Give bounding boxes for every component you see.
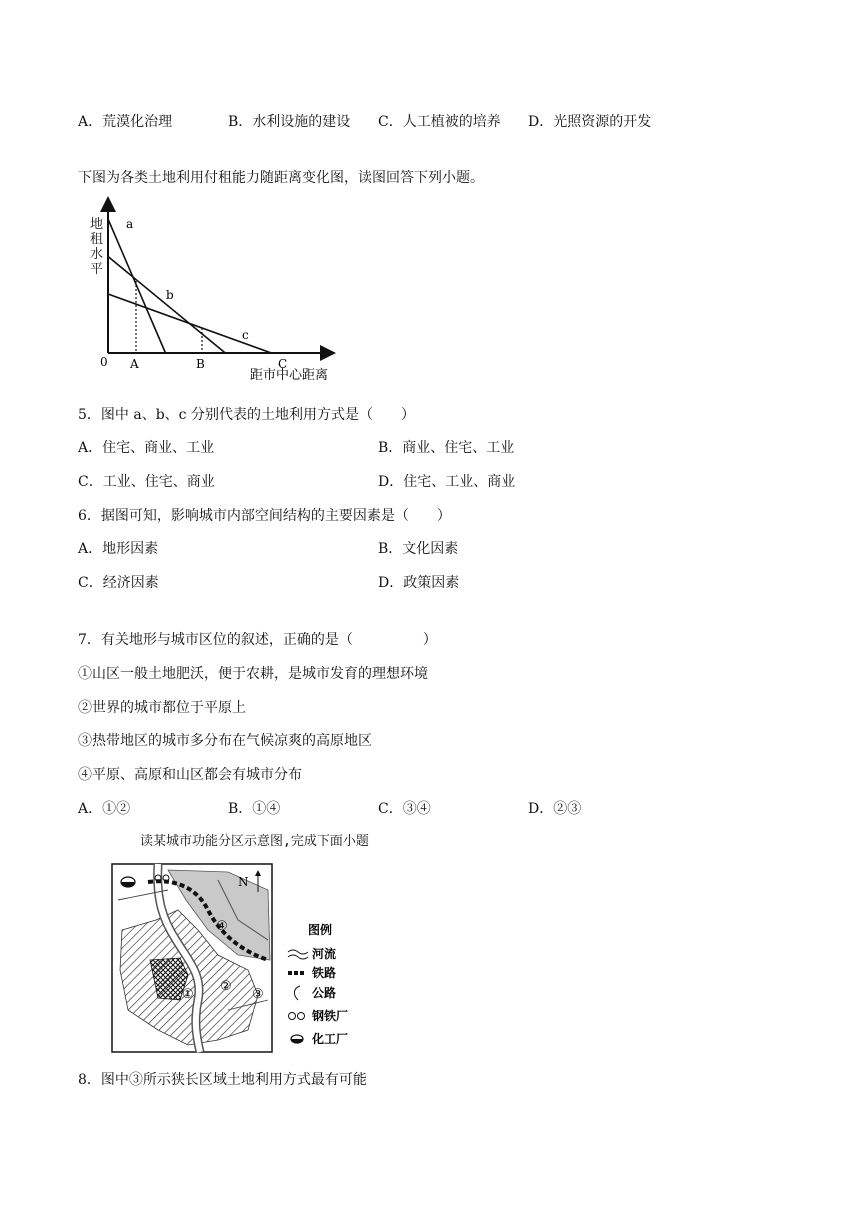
- q7-option-d: D．②③: [528, 801, 582, 817]
- line-b: [108, 257, 225, 353]
- label-c: c: [242, 328, 249, 342]
- q7-option-b: B．①④: [228, 801, 281, 817]
- q7-option-c: C．③④: [378, 801, 431, 817]
- legend-steel: 钢铁厂: [312, 1009, 349, 1023]
- q7-statement-2: ②世界的城市都位于平原上: [78, 700, 246, 716]
- q5-stem: 5．图中 a、b、c 分别代表的土地利用方式是（ ）: [78, 407, 415, 423]
- legend-road: 公路: [312, 986, 337, 1000]
- rent-chart: [80, 196, 360, 386]
- q6-stem: 6．据图可知，影响城市内部空间结构的主要因素是（ ）: [78, 508, 451, 524]
- q6-option-c: C．经济因素: [78, 575, 159, 591]
- line-a: [108, 219, 166, 353]
- label-a: a: [126, 217, 134, 231]
- line-c: [108, 294, 271, 353]
- steel-legend-icon: [289, 1013, 305, 1020]
- tick-c: C: [278, 357, 288, 371]
- q5-option-a: A．住宅、商业、工业: [78, 440, 215, 456]
- map-caption: 读某城市功能分区示意图,完成下面小题: [140, 834, 369, 849]
- tick-b: B: [196, 357, 205, 371]
- q5-option-b: B．商业、住宅、工业: [378, 440, 515, 456]
- legend-river: 河流: [312, 947, 337, 961]
- zone-3-label: ③: [252, 987, 264, 1002]
- y-axis-label: 地租水平: [90, 217, 104, 277]
- q4-option-d: D．光照资源的开发: [528, 114, 652, 130]
- city-map: [108, 860, 378, 1060]
- river-legend-icon: [288, 950, 308, 959]
- q5-option-d: D．住宅、工业、商业: [378, 474, 516, 490]
- zone-4-label: ④: [216, 919, 228, 934]
- q7-statement-4: ④平原、高原和山区都会有城市分布: [78, 767, 302, 783]
- q7-statement-3: ③热带地区的城市多分布在气候凉爽的高原地区: [78, 733, 372, 749]
- q4-option-c: C．人工植被的培养: [378, 114, 501, 130]
- q4-option-b: B．水利设施的建设: [228, 114, 351, 130]
- legend-railway: 铁路: [312, 966, 337, 980]
- north-label: N: [238, 875, 249, 889]
- q7-statement-1: ①山区一般土地肥沃，便于农耕，是城市发育的理想环境: [78, 666, 428, 682]
- intro-text: 下图为各类土地利用付租能力随距离变化图，读图回答下列小题。: [78, 170, 484, 186]
- q6-option-d: D．政策因素: [378, 575, 460, 591]
- zone-2-label: ②: [220, 979, 232, 994]
- q8-stem: 8．图中③所示狭长区域土地利用方式最有可能: [78, 1072, 367, 1088]
- q7-stem: 7．有关地形与城市区位的叙述，正确的是（ ）: [78, 632, 437, 648]
- q6-option-a: A．地形因素: [78, 541, 159, 557]
- legend-chemical: 化工厂: [312, 1032, 349, 1046]
- road-legend-icon: [294, 986, 300, 1000]
- q6-option-b: B．文化因素: [378, 541, 459, 557]
- q7-option-a: A．①②: [78, 801, 131, 817]
- origin-label: 0: [100, 355, 108, 369]
- x-axis-label: 距市中心距离: [250, 368, 329, 383]
- legend-title: 图例: [308, 923, 333, 937]
- q5-option-c: C．工业、住宅、商业: [78, 474, 215, 490]
- label-b: b: [166, 288, 174, 302]
- tick-a: A: [130, 357, 139, 371]
- q4-option-a: A．荒漠化治理: [78, 114, 173, 130]
- zone-1-label: ①: [182, 987, 194, 1002]
